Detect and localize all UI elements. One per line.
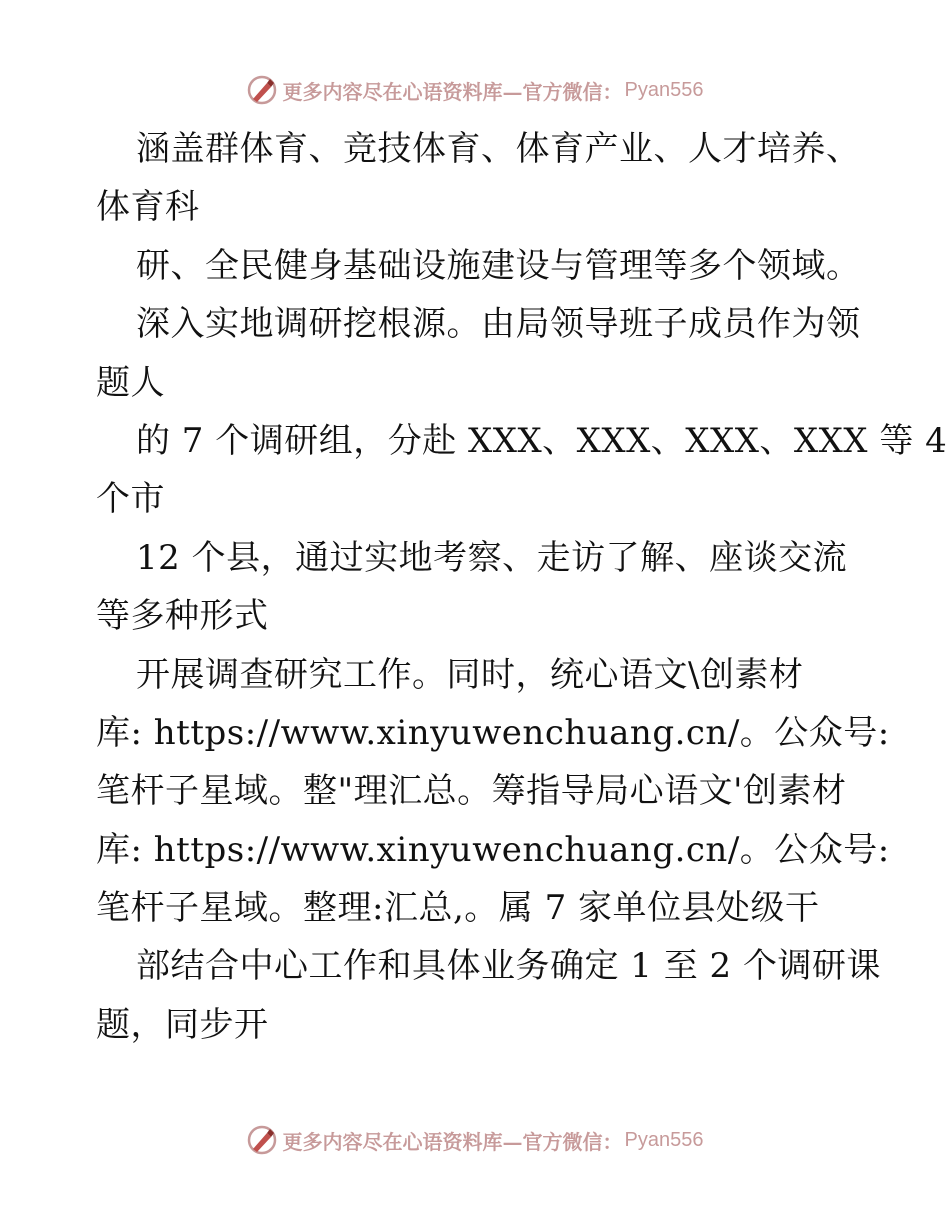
body-line: 个市 [96, 479, 165, 520]
watermark-banner-top [0, 70, 950, 110]
body-line: 笔杆子星域。整"理汇总。筹指导局心语文'创素材 [96, 771, 847, 812]
body-line: 等多种形式 [96, 596, 269, 637]
watermark-banner-bottom [0, 1120, 950, 1160]
body-line: 题，同步开 [96, 1004, 269, 1045]
body-line: 开展调查研究工作。同时，统心语文\创素材 [136, 654, 804, 695]
watermark-account: Pyan556 [624, 78, 704, 101]
body-line: 库: https://www.xinyuwenchuang.cn/。公众号: [96, 712, 890, 753]
body-line: 12 个县，通过实地考察、走访了解、座谈交流 [136, 537, 848, 578]
pen-logo-icon [247, 75, 277, 105]
watermark-text: 更多内容尽在心语资料库—官方微信： [282, 79, 623, 104]
watermark-text: 更多内容尽在心语资料库—官方微信： [282, 1129, 623, 1154]
body-line: 的 7 个调研组，分赴 XXX、XXX、XXX、XXX 等 4 [136, 420, 948, 461]
body-line: 体育科 [96, 187, 200, 228]
watermark-account: Pyan556 [624, 1128, 704, 1151]
body-line: 题人 [96, 362, 165, 403]
document-body [96, 120, 948, 1054]
body-line: 库: https://www.xinyuwenchuang.cn/。公众号: [96, 829, 890, 870]
body-line: 涵盖群体育、竞技体育、体育产业、人才培养、 [136, 129, 861, 169]
pen-logo-icon [247, 1125, 277, 1155]
body-line: 深入实地调研挖根源。由局领导班子成员作为领 [136, 304, 861, 345]
body-line: 笔杆子星域。整理:汇总,。属 7 家单位县处级干 [96, 888, 820, 929]
body-line: 部结合中心工作和具体业务确定 1 至 2 个调研课 [136, 946, 881, 987]
body-line: 研、全民健身基础设施建设与管理等多个领域。 [136, 245, 861, 286]
